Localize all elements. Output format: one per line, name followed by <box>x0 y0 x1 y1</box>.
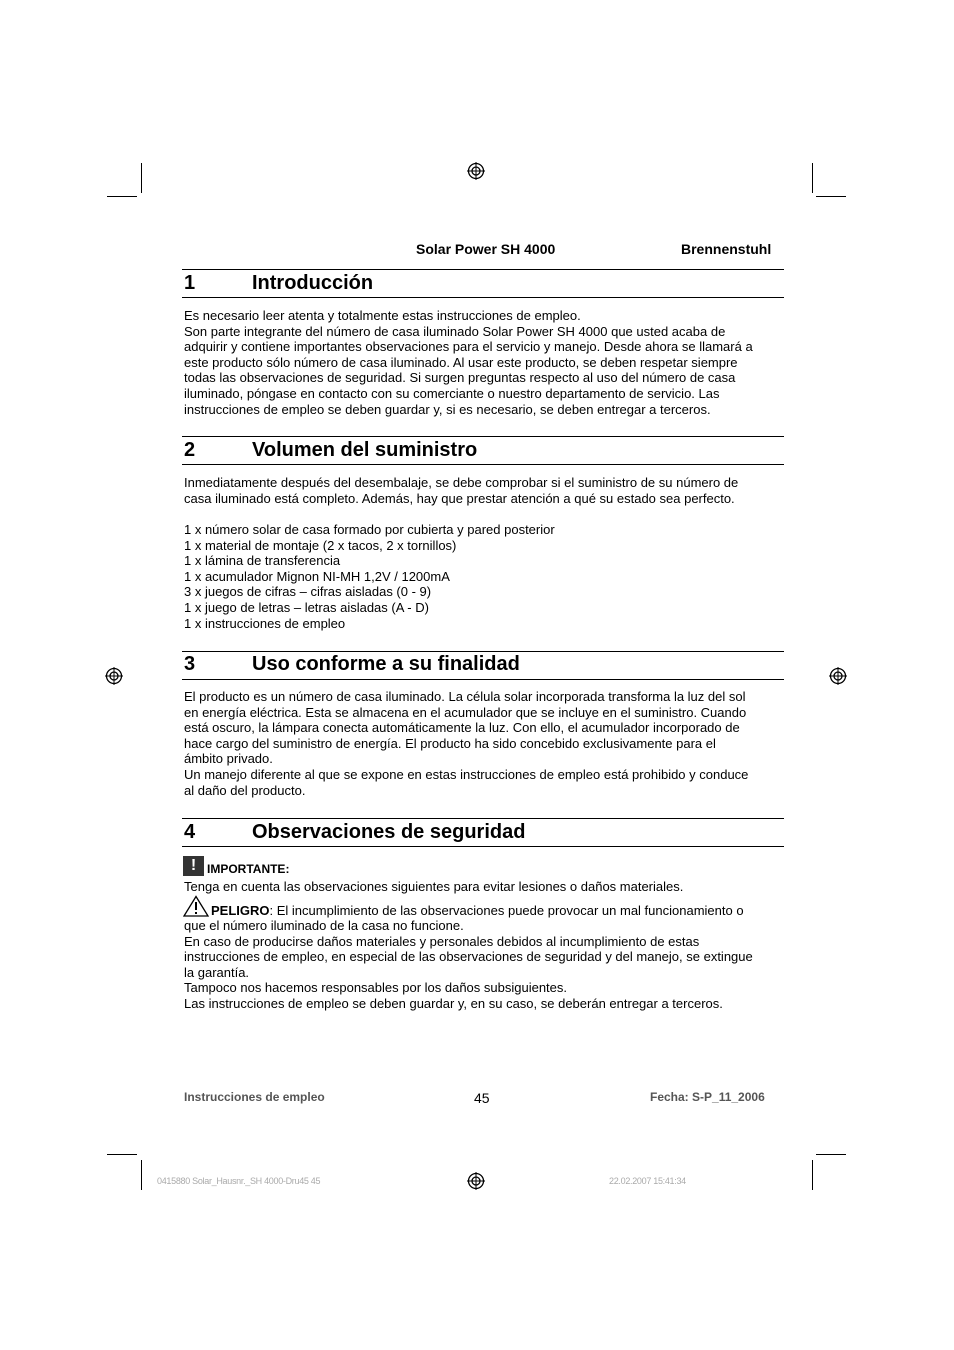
important-text <box>184 879 784 895</box>
text-line: hace cargo del suministro de energía. El producto ha sido concebido exclusivamente para el <box>184 735 716 751</box>
list-item: 1 x instrucciones de empleo <box>184 615 346 631</box>
page-number: 45 <box>474 1090 490 1106</box>
section-number: 4 <box>184 821 196 843</box>
footer-left: Instrucciones de empleo <box>184 1090 325 1104</box>
list-item: 1 x acumulador Mignon NI-MH 1,2V / 1200mA <box>184 568 450 584</box>
text-line: casa iluminado está completo. Además, hay que prestar atención a qué su estado sea perfecto. <box>184 490 735 506</box>
danger-label: PELIGRO <box>211 903 270 918</box>
list-item: 1 x lámina de transferencia <box>184 553 341 569</box>
text-line: que el número iluminado de la casa no funcione. <box>184 918 464 933</box>
header-product: Solar Power SH 4000 <box>416 241 556 257</box>
registration-mark-icon <box>467 162 485 180</box>
list-item: 3 x juegos de cifras – cifras aisladas (0 - 9) <box>184 584 432 600</box>
text-line: en energía eléctrica. Esta se almacena en el acumulador que se incluye en el suministro. Cuando <box>184 704 747 720</box>
registration-mark-icon <box>829 667 847 685</box>
header-brand: Brennenstuhl <box>681 241 772 257</box>
danger-first-line: : El incumplimiento de las observaciones puede provocar un mal funcionamiento o <box>269 903 744 918</box>
section-rule <box>182 846 784 847</box>
slug-file: 0415880 Solar_Hausnr._SH 4000-Dru45 45 <box>157 1176 321 1186</box>
text-line: iluminado, póngase en contacto con su comerciante o nuestro departamento de servicio. Las <box>184 385 720 401</box>
section-title: Volumen del suministro <box>252 439 478 461</box>
text-line: En caso de producirse daños materiales y personales debidos al incumplimiento de estas <box>184 933 700 949</box>
text-line: Es necesario leer atenta y totalmente estas instrucciones de empleo. <box>184 308 581 323</box>
section-rule <box>182 297 784 298</box>
supply-list <box>184 522 784 631</box>
section-number: 3 <box>184 653 196 675</box>
section-rule <box>182 651 784 652</box>
text-line: instrucciones de empleo, en especial de las observaciones de seguridad y del manejo, se extingue <box>184 949 753 965</box>
registration-mark-icon <box>467 1172 485 1190</box>
list-item: 1 x número solar de casa formado por cubierta y pared posterior <box>184 522 555 537</box>
text-line: Tampoco nos hacemos responsables por los daños subsiguientes. <box>184 980 568 996</box>
section-rule <box>182 436 784 437</box>
crop-mark <box>141 1160 142 1190</box>
section-title: Uso conforme a su finalidad <box>252 653 520 675</box>
crop-mark <box>812 163 813 193</box>
section-title: Introducción <box>252 272 374 294</box>
section-rule <box>182 679 784 680</box>
crop-mark <box>141 163 142 193</box>
text-line: ámbito privado. <box>184 751 273 767</box>
crop-mark <box>107 1154 137 1155</box>
text-line: Inmediatamente después del desembalaje, se debe comprobar si el suministro de su número de <box>184 475 739 490</box>
section-title: Observaciones de seguridad <box>252 821 526 843</box>
text-line: Las instrucciones de empleo se deben guardar y, en su caso, se deberán entregar a terceros. <box>184 995 723 1011</box>
section-1-body <box>184 308 784 417</box>
text-line: El producto es un número de casa iluminado. La célula solar incorporada transforma la luz del sol <box>184 689 746 704</box>
text-line: está oscuro, la lámpara conecta automáticamente la luz. Con ello, el acumulador incorporado de <box>184 720 740 736</box>
danger-text <box>211 903 784 919</box>
warning-triangle-icon <box>183 895 209 917</box>
text-line: Un manejo diferente al que se expone en estas instrucciones de empleo está prohibido y conduce <box>184 766 749 782</box>
section-4-body <box>184 918 784 1012</box>
list-item: 1 x material de montaje (2 x tacos, 2 x tornillos) <box>184 537 457 553</box>
footer-right: Fecha: S-P_11_2006 <box>650 1090 765 1104</box>
crop-mark <box>812 1160 813 1190</box>
section-rule <box>182 464 784 465</box>
crop-mark <box>816 1154 846 1155</box>
exclamation-icon: ! <box>183 856 204 876</box>
section-number: 2 <box>184 439 196 461</box>
crop-mark <box>107 196 137 197</box>
section-rule <box>182 818 784 819</box>
text-line: instrucciones de empleo se deben guardar y, si es necesario, se deben entregar a terceros. <box>184 401 711 417</box>
crop-mark <box>816 196 846 197</box>
important-label: IMPORTANTE: <box>207 862 290 876</box>
section-number: 1 <box>184 272 196 294</box>
text-line: Tenga en cuenta las observaciones siguientes para evitar lesiones o daños materiales. <box>184 879 684 894</box>
registration-mark-icon <box>105 667 123 685</box>
section-rule <box>182 269 784 270</box>
text-line: al daño del producto. <box>184 782 306 798</box>
text-line: este producto sólo número de casa iluminado. Al usar este producto, se deben respetar siempre <box>184 354 738 370</box>
text-line: todas las observaciones de seguridad. Si surgen preguntas respecto al uso del número de casa <box>184 370 736 386</box>
text-line: Son parte integrante del número de casa iluminado Solar Power SH 4000 que usted acaba de <box>184 323 726 339</box>
section-2-body <box>184 475 784 506</box>
section-3-body <box>184 689 784 798</box>
text-line: la garantía. <box>184 964 250 980</box>
slug-date: 22.02.2007 15:41:34 <box>609 1176 686 1186</box>
list-item: 1 x juego de letras – letras aisladas (A - D) <box>184 599 429 615</box>
text-line: adquirir y contiene importantes observaciones para el servicio y manejo. Desde ahora se llamará a <box>184 339 753 355</box>
